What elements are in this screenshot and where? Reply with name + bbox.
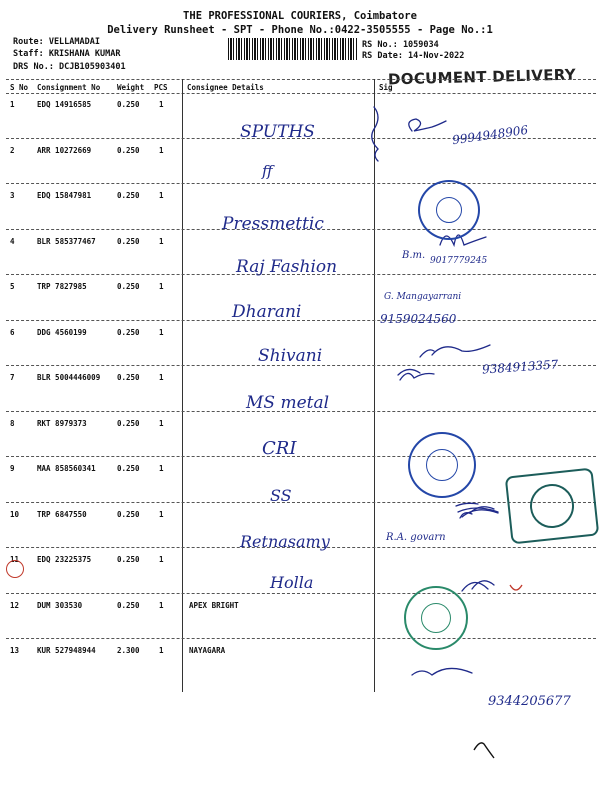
cell-sno: 13	[10, 646, 20, 655]
handwritten-name: CRI	[262, 438, 297, 459]
cell-pcs: 1	[159, 327, 164, 337]
cell-weight: 0.250	[117, 418, 140, 428]
cell-pcs: 1	[159, 191, 164, 200]
cell-weight: 2.300	[117, 646, 140, 655]
handwritten-sign-name: G. Mangayarrani	[384, 292, 462, 302]
cell-weight: 0.250	[117, 464, 140, 473]
handwritten-name: Retnasamy	[240, 532, 330, 551]
col-consignment: Consignment No	[37, 83, 101, 92]
cell-consignment: MAA 858560341	[37, 464, 96, 473]
handwritten-name: Shivani	[258, 346, 323, 366]
cell-weight: 0.250	[117, 555, 140, 564]
cell-weight: 0.250	[117, 145, 140, 155]
signature-scribbles	[360, 95, 600, 715]
handwritten-name: SS	[270, 486, 292, 505]
cell-consignment: TRP 7827985	[37, 282, 87, 291]
handwritten-name: Raj Fashion	[236, 257, 338, 277]
cell-sno: 2	[10, 145, 15, 155]
drs-number: DRS No.: DCJB105903401	[13, 62, 126, 72]
cell-weight: 0.250	[117, 327, 140, 337]
staff-label: Staff: KRISHANA KUMAR	[13, 49, 121, 59]
signature-mark	[409, 119, 446, 131]
cell-pcs: 1	[159, 145, 164, 155]
cell-pcs: 1	[159, 236, 164, 246]
table-header-rule	[6, 93, 596, 94]
cell-weight: 0.250	[117, 100, 140, 109]
signature-mark	[372, 107, 378, 161]
cell-weight: 0.250	[117, 509, 140, 519]
cell-consignment: RKT 8979373	[37, 418, 87, 428]
cell-pcs: 1	[159, 646, 164, 655]
cell-pcs: 1	[159, 373, 164, 382]
signature-mark	[420, 350, 434, 357]
col-signature: Sig	[379, 83, 393, 92]
cell-pcs: 1	[159, 282, 164, 291]
cell-consignment: DDG 4560199	[37, 327, 87, 337]
cell-consignment: DUM 303530	[37, 600, 83, 610]
handwritten-name: Holla	[270, 573, 314, 592]
tick-mark	[470, 736, 500, 766]
cell-weight: 0.250	[117, 600, 140, 610]
circled-row-marker	[6, 560, 24, 578]
col-pcs: PCS	[154, 83, 168, 92]
cell-sno: 5	[10, 282, 15, 291]
page-subtitle: Delivery Runsheet - SPT - Phone No.:0422-3505555 - Page No.:1	[107, 24, 493, 36]
cell-pcs: 1	[159, 600, 164, 610]
cell-sno: 8	[10, 418, 15, 428]
handwritten-name: Pressmettic	[222, 214, 324, 234]
signature-mark	[412, 668, 472, 675]
handwritten-name: SPUTHS	[240, 122, 315, 142]
handwritten-phone: 9384913357	[481, 357, 559, 377]
col-consignee: Consignee Details	[187, 83, 264, 92]
apex-bright-stamp	[404, 586, 468, 650]
handwritten-name: Dharani	[232, 302, 302, 322]
cell-weight: 0.250	[117, 282, 140, 291]
cell-consignment: TRP 6847550	[37, 509, 87, 519]
handwritten-phone: 9344205677	[488, 694, 571, 709]
cell-sno: 9	[10, 464, 15, 473]
cell-weight: 0.250	[117, 236, 140, 246]
signature-mark	[462, 582, 488, 591]
cell-consignment: BLR 585377467	[37, 236, 96, 246]
cell-sno: 11	[10, 555, 20, 564]
cell-sno: 3	[10, 191, 15, 200]
cell-pcs: 1	[159, 464, 164, 473]
document-delivery-stamp: DOCUMENT DELIVERY	[387, 65, 577, 89]
table-top-rule	[6, 79, 596, 80]
cell-sno: 12	[10, 600, 20, 610]
cell-consignment: BLR 5004446009	[37, 373, 101, 382]
cell-sno: 1	[10, 100, 15, 109]
handwritten-phone: 9994948906	[451, 122, 529, 148]
handwritten-mark: B.m.	[402, 250, 426, 261]
pressmatic-stamp	[418, 180, 480, 240]
cell-consignee: APEX BRIGHT	[189, 600, 239, 610]
cell-pcs: 1	[159, 509, 164, 519]
handwritten-phone: 9017779245	[430, 256, 488, 266]
cell-consignee: NAYAGARA	[189, 646, 226, 655]
cri-stamp	[408, 432, 476, 498]
col-sno: S No	[10, 83, 29, 92]
cell-consignment: EDQ 14916585	[37, 100, 92, 109]
route-label: Route: VELLAMADAI	[13, 37, 100, 47]
cell-pcs: 1	[159, 555, 164, 564]
cell-pcs: 1	[159, 100, 164, 109]
signature-mark	[400, 373, 434, 380]
cell-pcs: 1	[159, 418, 164, 428]
cell-sno: 7	[10, 373, 15, 382]
cell-sno: 4	[10, 236, 15, 246]
cell-consignment: EDQ 15847981	[37, 191, 92, 200]
handwritten-phone: 9159024560	[380, 312, 457, 326]
cell-consignment: KUR 527948944	[37, 646, 96, 655]
barcode	[228, 38, 358, 60]
cell-sno: 10	[10, 509, 20, 519]
cell-weight: 0.250	[117, 373, 140, 382]
handwritten-name: ff	[262, 162, 273, 180]
handwritten-sign-name: R.A. govarn	[386, 532, 446, 543]
col-weight: Weight	[117, 83, 145, 92]
signature-mark	[456, 503, 478, 506]
signature-mark	[432, 345, 490, 355]
cell-weight: 0.250	[117, 191, 140, 200]
cell-sno: 6	[10, 327, 15, 337]
handwritten-name: MS metal	[246, 393, 330, 413]
checkmark	[510, 585, 522, 590]
column-divider	[182, 79, 183, 692]
page-title: THE PROFESSIONAL COURIERS, Coimbatore	[183, 10, 417, 22]
cell-consignment: ARR 10272669	[37, 145, 92, 155]
ss-engineering-stamp	[505, 468, 600, 545]
cell-consignment: EDQ 23225375	[37, 555, 92, 564]
rs-date: RS Date: 14-Nov-2022	[362, 51, 465, 61]
rs-number: RS No.: 1059034	[362, 40, 439, 50]
